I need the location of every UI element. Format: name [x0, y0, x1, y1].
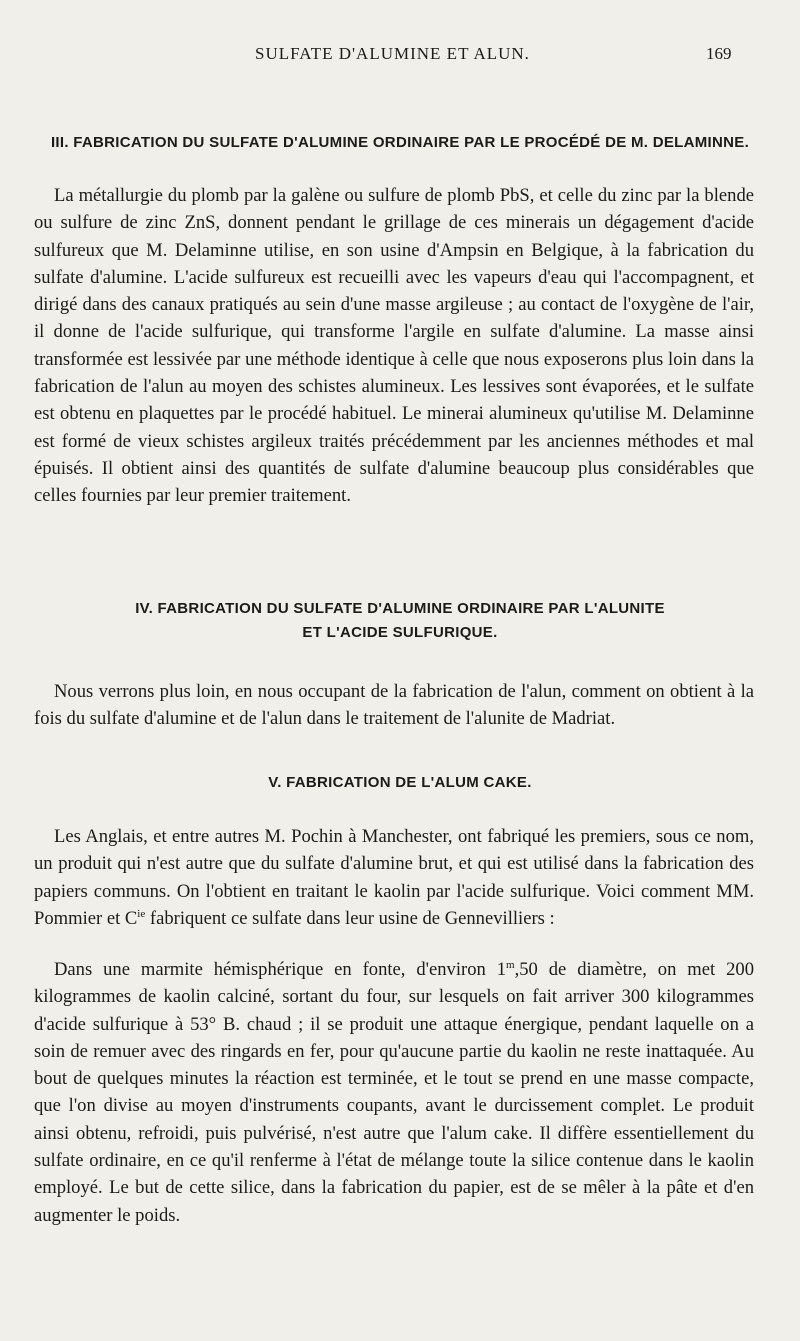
- section-iii-text: La métallurgie du plomb par la galène ou sulfure de plomb PbS, et celle du zinc par la blende ou sulfure de zinc ZnS, donnent pendant le grillage de ces minerais un dégagement d'acide sulfureux que M. Delaminne utilise, en son usine d'Ampsin en Belgique, à la fabrication du sulfate d'alumine. L'acide sulfureux est recueilli avec les vapeurs d'eau qui l'accompagnent, et dirigé dans des canaux pratiqués au sein d'une masse argileuse ; au contact de l'oxygène de l'air, il donne de l'acide sulfurique, qui transforme l'argile en sulfate d'alumine. La masse ainsi transformée est lessivée par une méthode identique à celle que nous exposerons plus loin dans la fabrication de l'alun au moyen des schistes alumineux. Les lessives sont évaporées, et le sulfate est obtenu en plaquettes par le procédé habituel. Le minerai alumineux qu'utilise M. Delaminne est formé de vieux schistes argileux traités précédemment par les anciennes méthodes et mal épuisés. Il obtient ainsi des quantités de sulfate d'alumine beaucoup plus considérables que celles fournies par leur premier traitement.: [34, 185, 754, 507]
- section-heading-v: V. FABRICATION DE L'ALUM CAKE.: [268, 774, 532, 791]
- section-v-p1-text-b: fabriquent ce sulfate dans leur usine de Gennevilliers :: [145, 907, 555, 929]
- section-iv-text: Nous verrons plus loin, en nous occupant de la fabrication de l'alun, comment on obtient à la fois du sulfate d'alumine et de l'alun dans le traitement de l'alunite de Madriat.: [34, 681, 754, 730]
- section-heading-iv-line2: ET L'ACIDE SULFURIQUE.: [302, 624, 498, 641]
- section-v-paragraph-1: [34, 823, 754, 932]
- section-v-p2-text-a: Dans une marmite hémisphérique en fonte, d'environ 1: [54, 959, 507, 980]
- section-v-p1-sup: ie: [137, 907, 146, 920]
- running-title: SULFATE D'ALUMINE ET ALUN.: [255, 44, 530, 63]
- running-header: [0, 44, 800, 74]
- section-iii-paragraph: [34, 182, 754, 510]
- section-iv-paragraph: [34, 678, 754, 733]
- section-heading-iv-line1: IV. FABRICATION DU SULFATE D'ALUMINE ORDINAIRE PAR L'ALUNITE: [135, 600, 665, 617]
- section-v-paragraph-2: [34, 956, 754, 1229]
- section-heading-iv: [30, 597, 770, 645]
- page-number: 169: [706, 44, 732, 63]
- section-v-p2-text-b: ,50 de diamètre, on met 200 kilogrammes de kaolin calciné, sortant du four, sur lesquels on fait arriver 300 kilogrammes d'acide sulfurique à 53° B. chaud ; il se produit une attaque énergique, pendant laquelle on a soin de remuer avec des ringards en fer, pour qu'aucune partie du kaolin ne reste inattaquée. Au bout de quelques minutes la réaction est terminée, et le tout se prend en une masse compacte, que l'on divise au moyen d'instruments coupants, avant le durcissement complet. Le produit ainsi obtenu, refroidi, puis pulvérisé, n'est autre que l'alum cake. Il diffère essentiellement du sulfate ordinaire, en ce qu'il renferme à l'état de mélange toute la silice contenue dans le kaolin employé. Le but de cette silice, dans la fabrication du papier, est de se mêler à la pâte et d'en augmenter le poids.: [34, 959, 754, 1226]
- section-heading-iii: III. FABRICATION DU SULFATE D'ALUMINE ORDINAIRE PAR LE PROCÉDÉ DE M. DELAMINNE.: [50, 134, 750, 151]
- section-v-p1-text-a: Les Anglais, et entre autres M. Pochin à Manchester, ont fabriqué les premiers, sous ce nom, un produit qui n'est autre que du sulfate d'alumine brut, et qui est utilisé dans la fabrication des papiers communs. On l'obtient en traitant le kaolin par l'acide sulfurique. Voici comment MM. Pommier et C: [34, 826, 754, 929]
- section-v-p2-sup: m: [506, 958, 515, 971]
